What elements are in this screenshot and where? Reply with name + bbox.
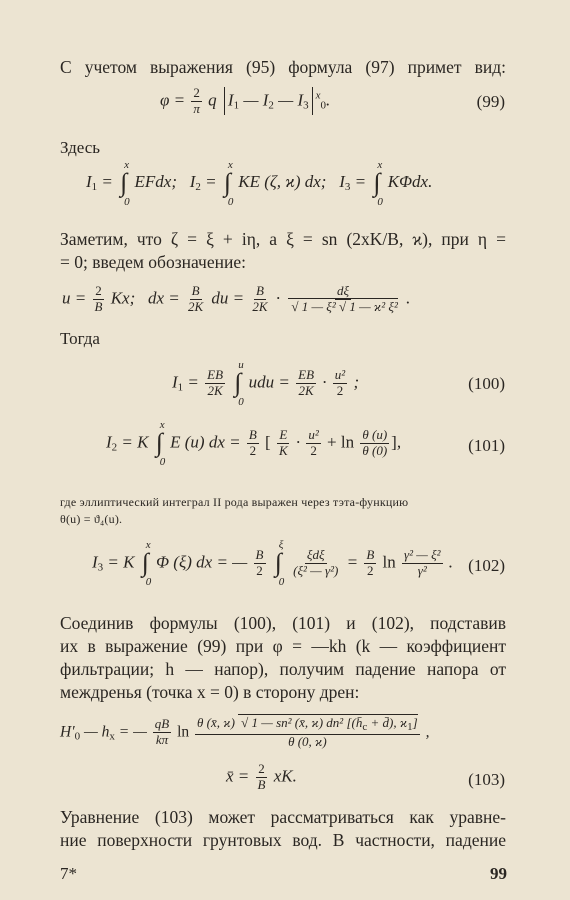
equation-101: $I_2 = K$ ∫ x 0 E (u) dx = $\frac{B}{2}$ [ $\frac{E}{K}$ · $\frac{\text{u²}}{2}$ + ln $\frac{\theta (u)}{\theta (0)}$ ], bbox=[106, 419, 402, 469]
label-zdes: Здесь bbox=[60, 138, 101, 157]
equation-integral-definitions: $I_1$ = ∫ x 0 EFdx; $I_2$ = ∫ x 0 KE (ζ, ϰ) dx; $I_3$ = ∫ x 0 KΦdx. bbox=[86, 159, 433, 208]
equation-number-99: (99) bbox=[476, 92, 505, 111]
note-line-1: где эллиптический интеграл II рода выражен через тэта-функцию bbox=[60, 495, 409, 509]
zametim-line-2: = 0; введем обозначение: bbox=[60, 252, 246, 272]
equation-103-main: $H'_0$ — $h_x$ = — $\frac{qB}{k\pi}$ ln $\frac{\theta (x̄, ϰ) √ 1 — sn^2 (x̄, ϰ) dn^2 [(h̄_c + d̄), ϰ_1]}{\theta (0, ϰ)}$ , bbox=[60, 715, 430, 749]
equation-u-definition: u = $\frac{2}{B}$ Kx; dx = $\frac{B}{2K}$ du = $\frac{B}{2K}$ · $\frac{d\xi}{\text{√ 1 — ξ² √ 1 — ϰ² ξ²}}$ . bbox=[62, 283, 411, 314]
equation-102: $I_3 = K$ ∫ x 0 Φ (ξ) dx = — $\frac{B}{2}$ ∫ ξ 0 $\frac{\text{ξdξ}}{\text{(ξ² — γ²)}}$ = $\frac{B}{2}$ ln $\frac{\text{γ² — ξ²}}{\text{γ²}}$ . bbox=[92, 539, 454, 589]
soedinив-line-4: междренья (точка x = 0) в сторону дрен: bbox=[60, 682, 360, 702]
equation-number-102: (102) bbox=[468, 556, 505, 575]
equation-100: $I_1$ = $\frac{EB}{2K}$ ∫ u 0 udu = $\frac{EB}{2K}$ · $\frac{\text{u²}}{2}$ ; bbox=[172, 359, 360, 409]
equation-99: φ = $\frac{2}{\pi}$ q $I_1$ — $I_2$ — $I_3^x_0$. bbox=[160, 85, 331, 116]
page-number: 99 bbox=[490, 864, 507, 883]
intro-paragraph: С учетом выражения (95) формула (97) примет вид: bbox=[60, 57, 506, 77]
final-line-1: Уравнение (103) может рассматриваться как уравне- bbox=[60, 807, 506, 827]
equation-number-101: (101) bbox=[468, 436, 505, 455]
equation-number-103: (103) bbox=[468, 770, 505, 789]
soedinив-line-3: фильтрации; h — напор), получим падение напора от bbox=[60, 659, 506, 679]
equation-103-xbar: x̄ = $\frac{2}{B}$ xK. bbox=[226, 761, 297, 792]
label-togda: Тогда bbox=[60, 329, 100, 348]
signature-mark: 7* bbox=[60, 864, 77, 883]
zametim-line-1: Заметим, что ζ = ξ + iη, а ξ = sn (2xK/B, ϰ), при η = bbox=[60, 229, 506, 249]
soedinив-line-1: Соединив формулы (100), (101) и (102), подставив bbox=[60, 613, 506, 633]
equation-number-100: (100) bbox=[468, 374, 505, 393]
final-line-2: ние поверхности грунтовых вод. В частности, падение bbox=[60, 830, 506, 850]
soedinив-line-2: их в выражение (99) при φ = —kh (k — коэффициент bbox=[60, 636, 506, 656]
note-line-2: θ(u) = ϑ₄(u). bbox=[60, 512, 123, 526]
